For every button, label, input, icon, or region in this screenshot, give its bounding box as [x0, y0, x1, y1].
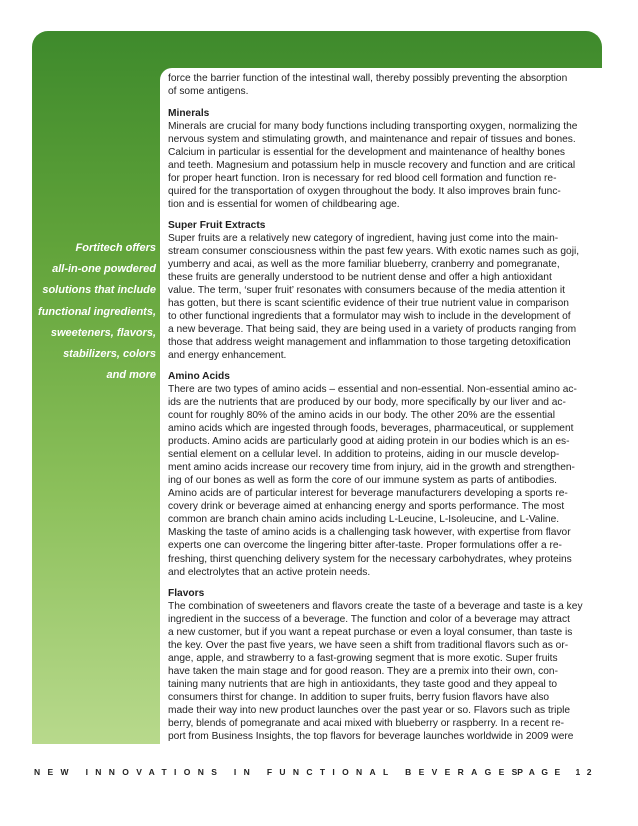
text-line: consumers thirst for change. In addition to super fruits, berry fusion flavors have also	[168, 691, 550, 703]
section-heading-super-fruit: Super Fruit Extracts	[168, 220, 266, 232]
text-line: port from Business Insights, the top flavors for beverage launches worldwide in 2009 were	[168, 730, 574, 742]
text-line: freshing, thirst quenching delivery system for the necessary carbohydrates, whey proteins	[168, 553, 572, 565]
text-line: Amino acids are of particular interest for beverage manufacturers developing a sports re-	[168, 488, 568, 500]
text-line: berry, blends of pomegranate and acai mixed with blueberry or raspberry. In a recent re-	[168, 717, 564, 729]
text-line: Masking the taste of amino acids is a challenging task however, with expertise from flavor	[168, 527, 571, 539]
text-line: Super fruits are a relatively new category of ingredient, having just come into the main-	[168, 233, 559, 245]
section-heading-flavors: Flavors	[168, 587, 205, 599]
text-line: has gotten, but there is scant scientific evidence of their true nutrient value in comparison	[168, 298, 569, 310]
page-number: PAGE 12	[517, 767, 598, 777]
section-body-minerals	[168, 120, 598, 211]
text-line: of some antigens.	[168, 86, 249, 98]
section-body-flavors	[168, 600, 598, 743]
text-line: quired for the transportation of oxygen throughout the body. It also improves brain func-	[168, 186, 561, 198]
text-line: common are branch chain amino acids including L-Leucine, L-Isoleucine, and L-Valine.	[168, 514, 560, 526]
pullquote-line: stabilizers, colors	[63, 348, 156, 361]
text-line: ids are the nutrients that are produced by our body, more specifically by our liver and ac-	[168, 397, 566, 409]
text-line: Calcium in particular is essential for the development and maintenance of healthy bones	[168, 147, 565, 159]
text-line: stream consumer consciousness within the past few years. With exotic names such as goji,	[168, 246, 580, 258]
text-line: products. Amino acids are particularly good at aiding protein in our bodies which is an es-	[168, 436, 570, 448]
pullquote-line: sweeteners, flavors,	[50, 326, 156, 339]
text-line: ange, apple, and strawberry to a fast-growing segment that is more exotic. Super fruits	[168, 652, 558, 664]
section-body-amino-acids	[168, 383, 598, 578]
intro-paragraph	[168, 72, 598, 98]
text-line: have taken the main stage and for good reason. They are a premix into their own, con-	[168, 665, 558, 677]
text-line: yumberry and acai, as well as the more familiar blueberry, cranberry and pomegranate,	[168, 259, 560, 271]
section-body-super-fruit	[168, 232, 598, 362]
section-heading-amino-acids: Amino Acids	[168, 371, 230, 383]
text-line: for proper heart function. Iron is necessary for red blood cell formation and function re-	[168, 173, 557, 185]
text-line: the key. Over the past five years, we have seen a shift from traditional flavors such as or-	[168, 639, 569, 651]
text-line: taining many nutrients that are high in antioxidants, they taste good and they appeal to	[168, 678, 558, 690]
text-line: There are two types of amino acids – essential and non-essential. Non-essential amino ac-	[168, 384, 577, 396]
text-line: covery drink or beverage aimed at enhancing energy and sports performance. The most	[168, 501, 565, 513]
text-line: ment amino acids increase our recovery time from injury, aid in the growth and strengthen-	[168, 462, 575, 474]
pullquote-line: Fortitech offers	[75, 242, 156, 254]
section-heading-minerals: Minerals	[168, 108, 210, 120]
text-line: and teeth. Magnesium and potassium help in muscle recovery and function and are critical	[168, 160, 576, 172]
text-line: to other functional ingredients that a formulator may wish to include in the development of	[168, 311, 571, 323]
text-line: these fruits are generally understood to be nutrient dense and offer a high antioxidant	[168, 272, 552, 284]
text-line: sential element on a cellular level. In addition to proteins, aiding in our muscle develop-	[168, 449, 560, 461]
article-column	[168, 72, 598, 743]
text-line: tion and is essential for women of childbearing age.	[168, 199, 400, 211]
text-line: nervous system and stimulating growth, and maintenance and repair of tissues and bones.	[168, 134, 576, 146]
text-line: Minerals are crucial for many body functions including transporting oxygen, normalizing the	[168, 121, 578, 133]
pullquote	[30, 238, 156, 386]
pullquote-line: and more	[106, 369, 156, 382]
text-line: value. The term, ‘super fruit’ resonates with consumers because of the media attention it	[168, 285, 565, 297]
text-line: experts one can overcome the lingering bitter after-taste. Proper formulations offer a re-	[168, 540, 562, 552]
text-line: and energy enhancement.	[168, 350, 287, 362]
pullquote-line: solutions that include	[42, 284, 156, 297]
text-line: ingredient in the success of a beverage. The function and color of a beverage may attract	[168, 613, 570, 625]
text-line: and electrolytes that an active protein needs.	[168, 566, 371, 578]
text-line: made their way into new product launches over the past year or so. Flavors such as triple	[168, 704, 571, 716]
text-line: a new beverage. That being said, they are being used in a variety of products ranging from	[168, 324, 577, 336]
text-line: a new customer, but if you want a repeat purchase or even a loyal consumer, than taste is	[168, 626, 573, 638]
text-line: count for roughly 80% of the amino acids in our body. The other 20% are the essential	[168, 410, 555, 422]
footer-title: NEW INNOVATIONS IN FUNCTIONAL BEVERAGES	[34, 767, 525, 777]
text-line: those that address weight management and inflammation to those targeting detoxification	[168, 337, 571, 349]
pullquote-line: all-in-one powdered	[52, 263, 156, 276]
text-line: ing of our bones as well as form the core of our immune system as parts of antibodies.	[168, 475, 558, 487]
text-line: amino acids which are ingested through foods, beverages, pharmaceutical, or supplement	[168, 423, 574, 435]
text-line: force the barrier function of the intestinal wall, thereby possibly preventing the absorption	[168, 73, 568, 84]
text-line: The combination of sweeteners and flavors create the taste of a beverage and taste is a key	[168, 600, 583, 612]
pullquote-line: functional ingredients,	[38, 305, 156, 318]
